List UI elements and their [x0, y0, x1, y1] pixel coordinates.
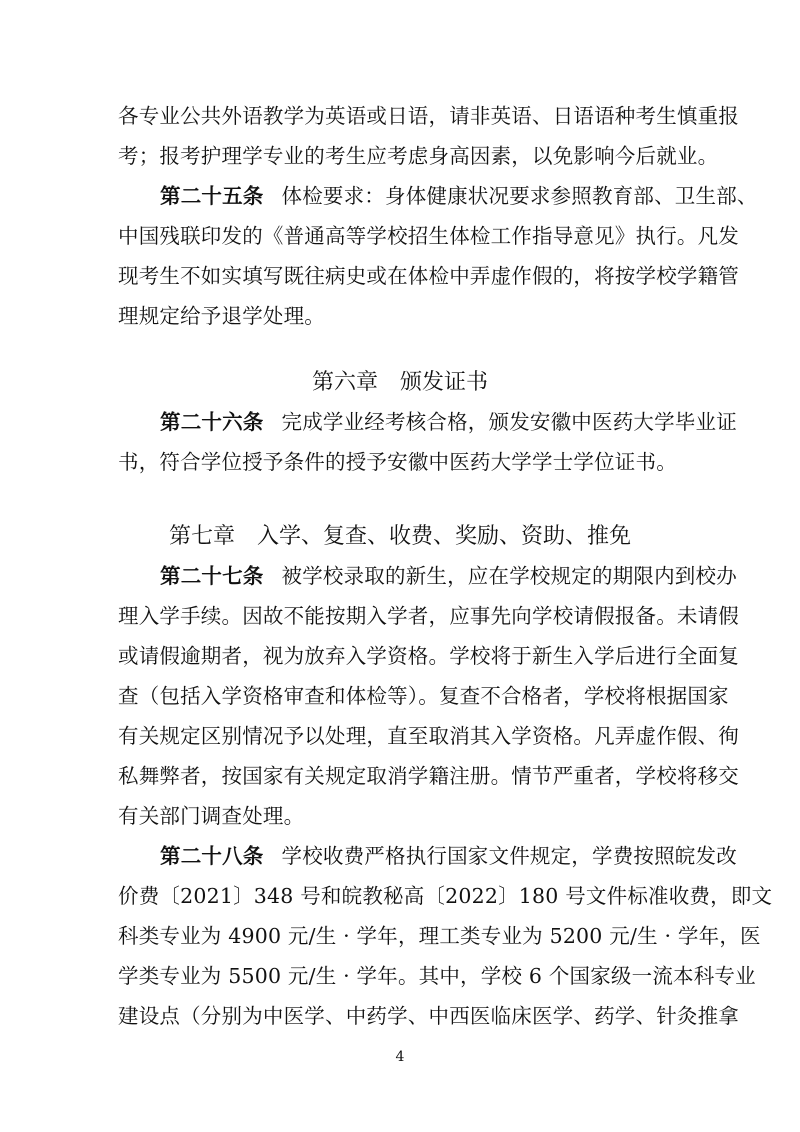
- text-line: 学类专业为 5500 元/生 · 学年。其中，学校 6 个国家级一流本科专业: [118, 964, 756, 988]
- chapter-7-heading: [118, 521, 682, 553]
- article-27-first-line: [160, 561, 737, 591]
- text-line: 建设点（分别为中医学、中药学、中西医临床医学、药学、针灸推拿: [118, 1004, 739, 1028]
- text-line: 现考生不如实填写既往病史或在体检中弄虚作假的，将按学校学籍管: [118, 264, 739, 288]
- text-line: 中国残联印发的《普通高等学校招生体检工作指导意见》执行。凡发: [118, 224, 739, 248]
- article-label: 第二十七条: [160, 564, 264, 588]
- text-line: 考；报考护理学专业的考生应考虑身高因素，以免影响今后就业。: [118, 144, 719, 168]
- text-line: 各专业公共外语教学为英语或日语，请非英语、日语语种考生慎重报: [118, 104, 739, 128]
- article-25-first-line: [160, 181, 758, 211]
- article-text: 学校收费严格执行国家文件规定，学费按照皖发改: [281, 844, 737, 868]
- article-label: 第二十八条: [160, 844, 264, 868]
- text-line: 书，符合学位授予条件的授予安徽中医药大学学士学位证书。: [118, 450, 677, 474]
- chapter-6-heading: [118, 367, 682, 399]
- text-line: 有关规定区别情况予以处理，直至取消其入学资格。凡弄虚作假、徇: [118, 724, 739, 748]
- text-line: 私舞弊者，按国家有关规定取消学籍注册。情节严重者，学校将移交: [118, 764, 739, 788]
- chapter-title: 入学、复查、收费、奖励、资助、推免: [257, 524, 632, 549]
- text-line: 或请假逾期者，视为放弃入学资格。学校将于新生入学后进行全面复: [118, 644, 739, 668]
- article-text: 被学校录取的新生，应在学校规定的期限内到校办: [281, 564, 737, 588]
- text-line: 理规定给予退学处理。: [118, 304, 325, 328]
- article-text: 完成学业经考核合格，颁发安徽中医药大学毕业证: [281, 410, 737, 434]
- article-label: 第二十六条: [160, 410, 264, 434]
- chapter-number: 第七章: [168, 524, 235, 549]
- text-line: 查（包括入学资格审查和体检等）。复查不合格者，学校将根据国家: [118, 684, 729, 708]
- text-line: 科类专业为 4900 元/生 · 学年，理工类专业为 5200 元/生 · 学年，医: [118, 924, 761, 948]
- chapter-number: 第六章: [311, 370, 378, 395]
- text-line: 有关部门调查处理。: [118, 804, 305, 828]
- article-label: 第二十五条: [160, 184, 264, 208]
- article-26-first-line: [160, 407, 737, 437]
- chapter-title: 颁发证书: [400, 370, 489, 395]
- page-number: 4: [395, 1049, 405, 1065]
- article-28-first-line: [160, 841, 737, 871]
- text-line: 理入学手续。因故不能按期入学者，应事先向学校请假报备。未请假: [118, 604, 739, 628]
- article-text: 体检要求：身体健康状况要求参照教育部、卫生部、: [281, 184, 758, 208]
- text-line: 价费〔2021〕348 号和皖教秘高〔2022〕180 号文件标准收费，即文: [118, 884, 773, 908]
